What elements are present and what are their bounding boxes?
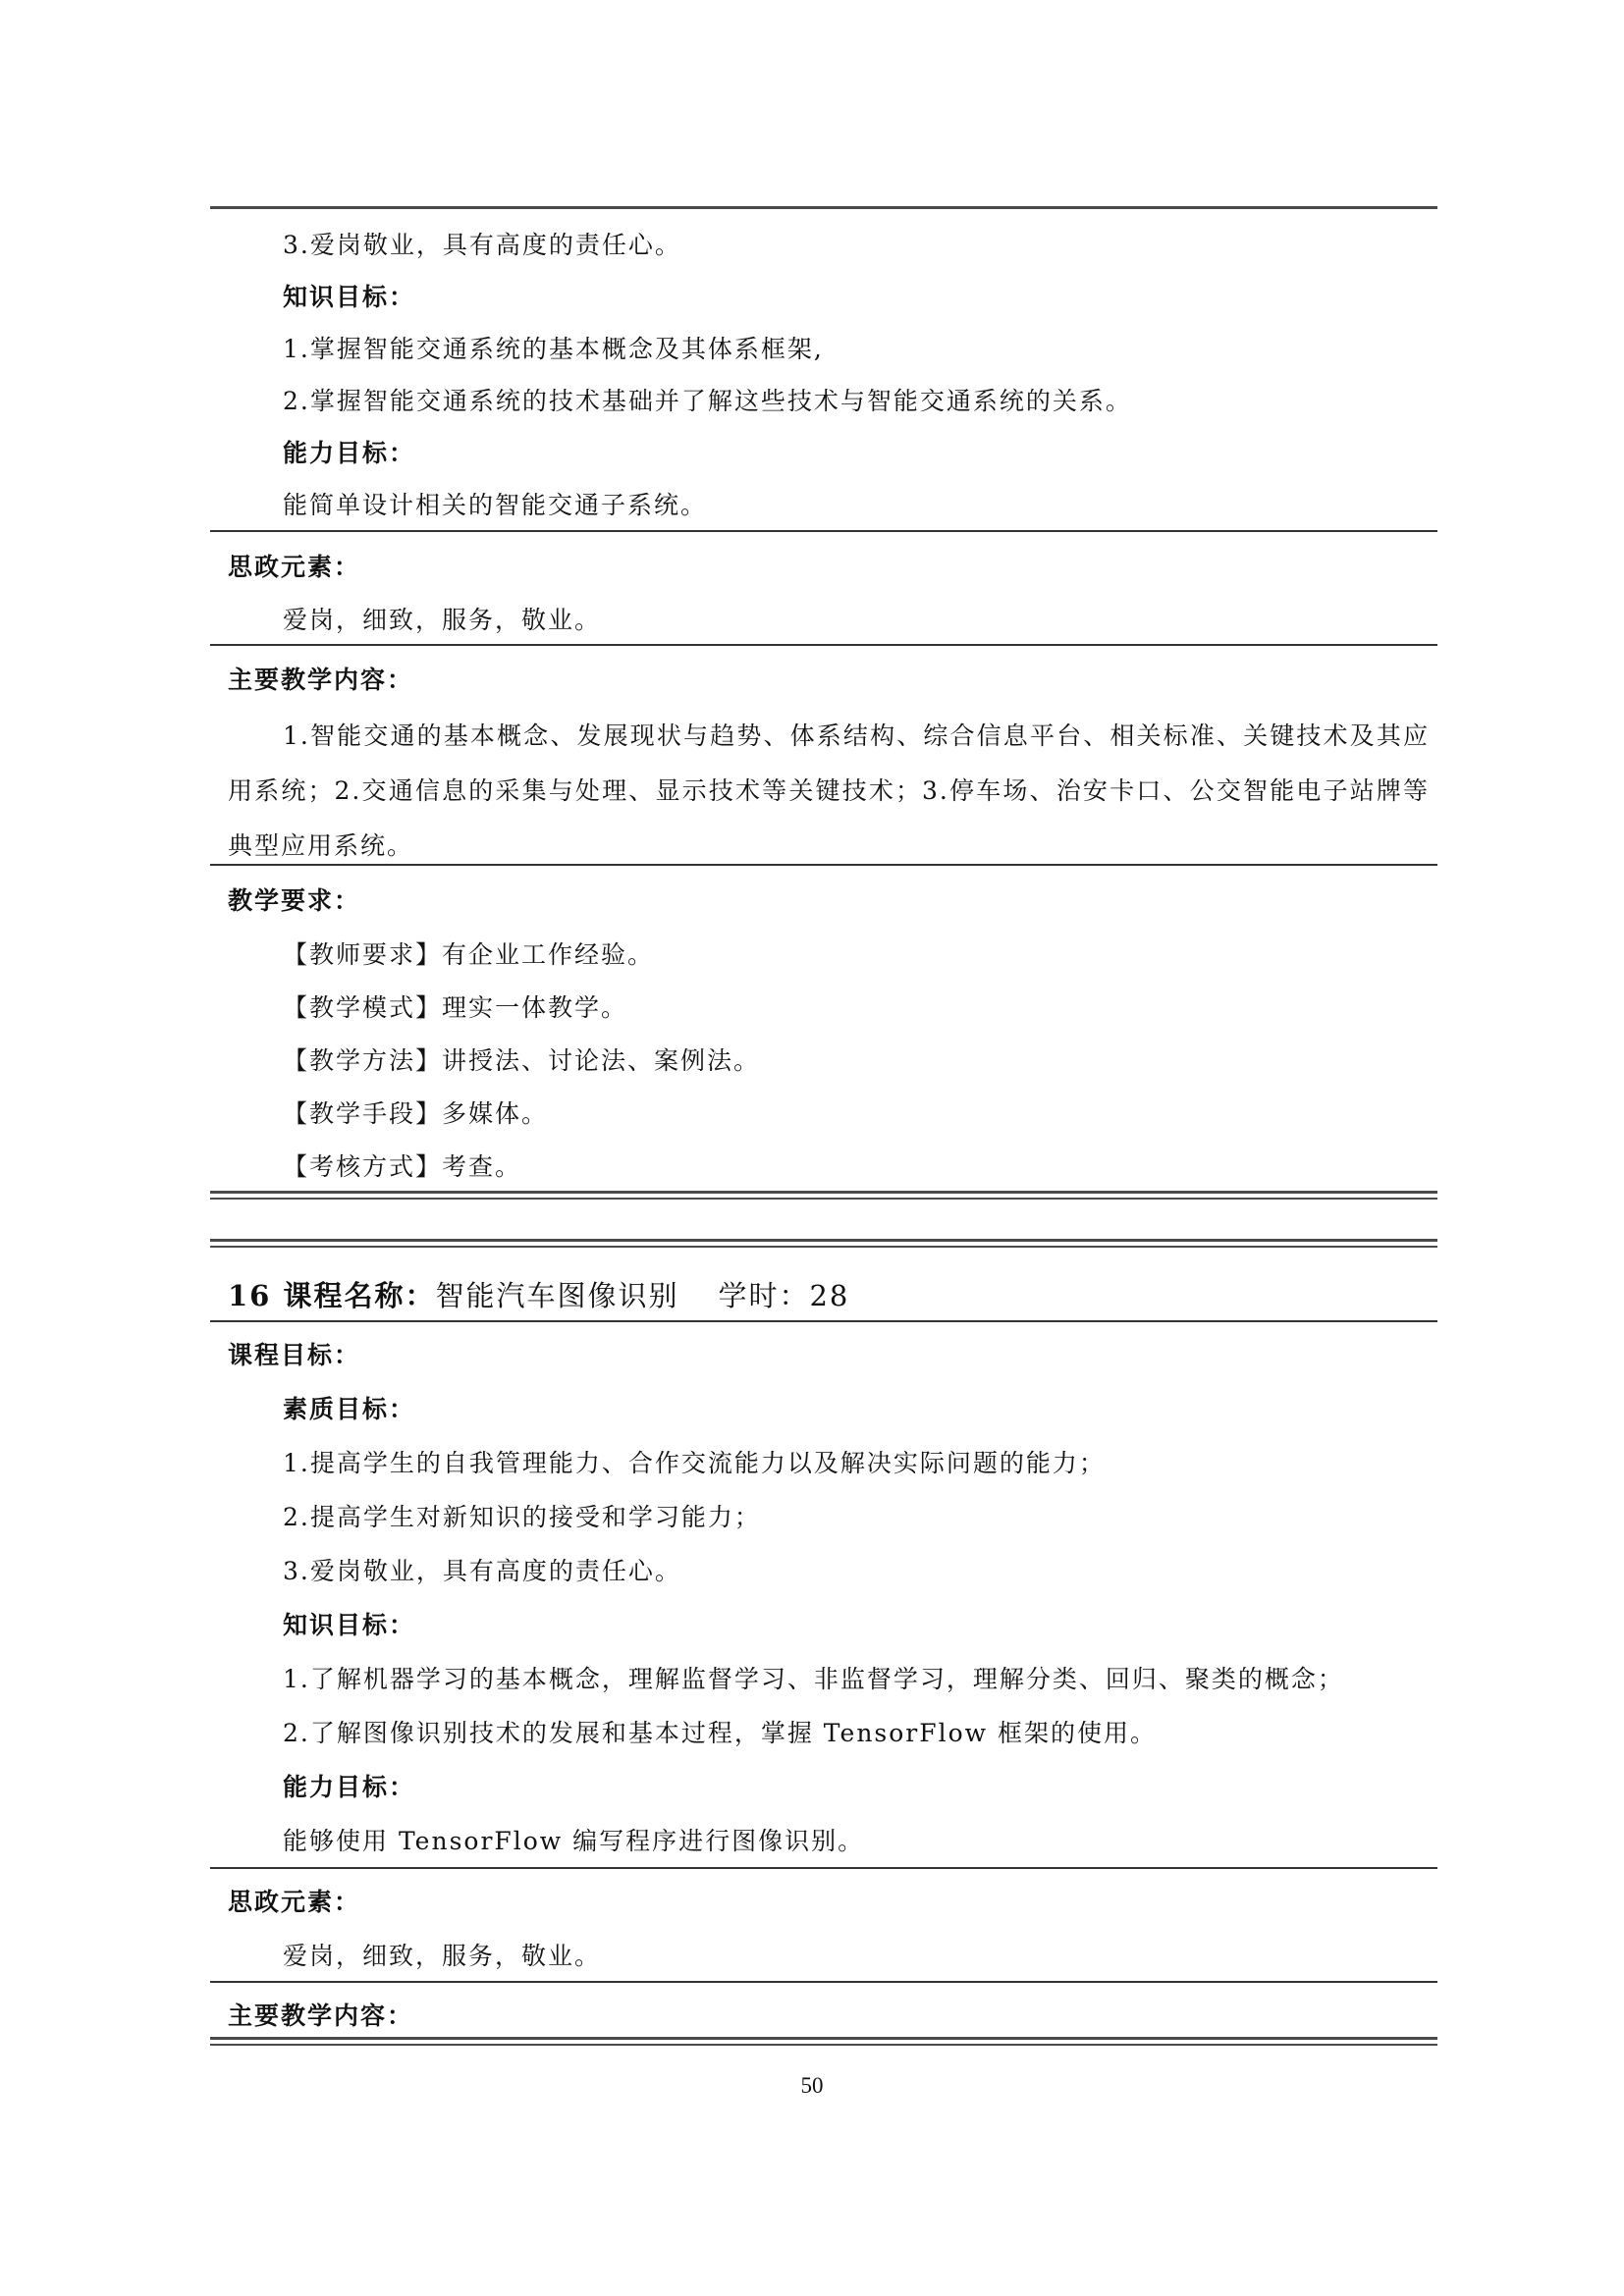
section-rule — [210, 1320, 1437, 1322]
content-paragraph: 1.智能交通的基本概念、发展现状与趋势、体系结构、综合信息平台、相关标准、关键技术及其应用系统；2.交通信息的采集与处理、显示技术等关键技术；3.停车场、治安卡口、公交智能电子站牌等典型应用系统。 — [228, 721, 1430, 860]
hours-label: 学时： — [718, 1279, 810, 1312]
quality-item: 2.提高学生对新知识的接受和学习能力； — [283, 1503, 761, 1531]
section-rule — [210, 530, 1437, 532]
ideology-text: 爱岗，细致，服务，敬业。 — [283, 606, 602, 634]
requirement-item: 【教学模式】理实一体教学。 — [283, 993, 628, 1022]
quality-heading: 素质目标： — [283, 1395, 416, 1423]
ability-heading: 能力目标： — [283, 439, 416, 467]
requirements-heading: 教学要求： — [228, 886, 361, 915]
hours-value: 28 — [809, 1279, 850, 1312]
knowledge-item: 2.掌握智能交通系统的技术基础并了解这些技术与智能交通系统的关系。 — [283, 387, 1132, 415]
content-heading: 主要教学内容： — [228, 2002, 414, 2030]
knowledge-item: 1.了解机器学习的基本概念，理解监督学习、非监督学习，理解分类、回归、聚类的概念； — [283, 1665, 1344, 1693]
knowledge-heading: 知识目标： — [283, 1611, 416, 1639]
section-rule — [210, 864, 1437, 866]
ability-heading: 能力目标： — [283, 1773, 416, 1801]
section-rule — [210, 1867, 1437, 1869]
ideology-heading: 思政元素： — [228, 553, 361, 581]
ideology-text: 爱岗，细致，服务，敬业。 — [283, 1942, 602, 1970]
bottom-rule — [210, 2037, 1437, 2046]
course-header — [228, 1275, 849, 1316]
course-name: 智能汽车图像识别 — [435, 1279, 679, 1312]
quality-item: 3.爱岗敬业，具有高度的责任心。 — [283, 231, 681, 259]
goals-heading: 课程目标： — [228, 1341, 361, 1369]
quality-item: 1.提高学生的自我管理能力、合作交流能力以及解决实际问题的能力； — [283, 1449, 1106, 1477]
knowledge-item: 2.了解图像识别技术的发展和基本过程，掌握 TensorFlow 框架的使用。 — [283, 1719, 1158, 1747]
knowledge-heading: 知识目标： — [283, 283, 416, 311]
block-start-rule — [210, 1239, 1437, 1248]
requirement-item: 【考核方式】考查。 — [283, 1152, 522, 1181]
quality-item: 3.爱岗敬业，具有高度的责任心。 — [283, 1557, 681, 1585]
knowledge-item: 1.掌握智能交通系统的基本概念及其体系框架, — [283, 335, 824, 363]
section-rule — [210, 1981, 1437, 1983]
content-heading: 主要教学内容： — [228, 666, 414, 694]
requirement-item: 【教师要求】有企业工作经验。 — [283, 940, 655, 969]
ability-text: 能够使用 TensorFlow 编写程序进行图像识别。 — [283, 1827, 865, 1855]
ability-text: 能简单设计相关的智能交通子系统。 — [283, 491, 708, 519]
page-number: 50 — [800, 2073, 824, 2098]
requirement-item: 【教学方法】讲授法、讨论法、案例法。 — [283, 1046, 761, 1075]
requirement-item: 【教学手段】多媒体。 — [283, 1099, 549, 1128]
course-label: 16 课程名称： — [228, 1279, 436, 1312]
block-end-rule — [210, 1191, 1437, 1200]
top-rule — [210, 206, 1437, 209]
section-rule — [210, 644, 1437, 646]
ideology-heading: 思政元素： — [228, 1888, 361, 1916]
